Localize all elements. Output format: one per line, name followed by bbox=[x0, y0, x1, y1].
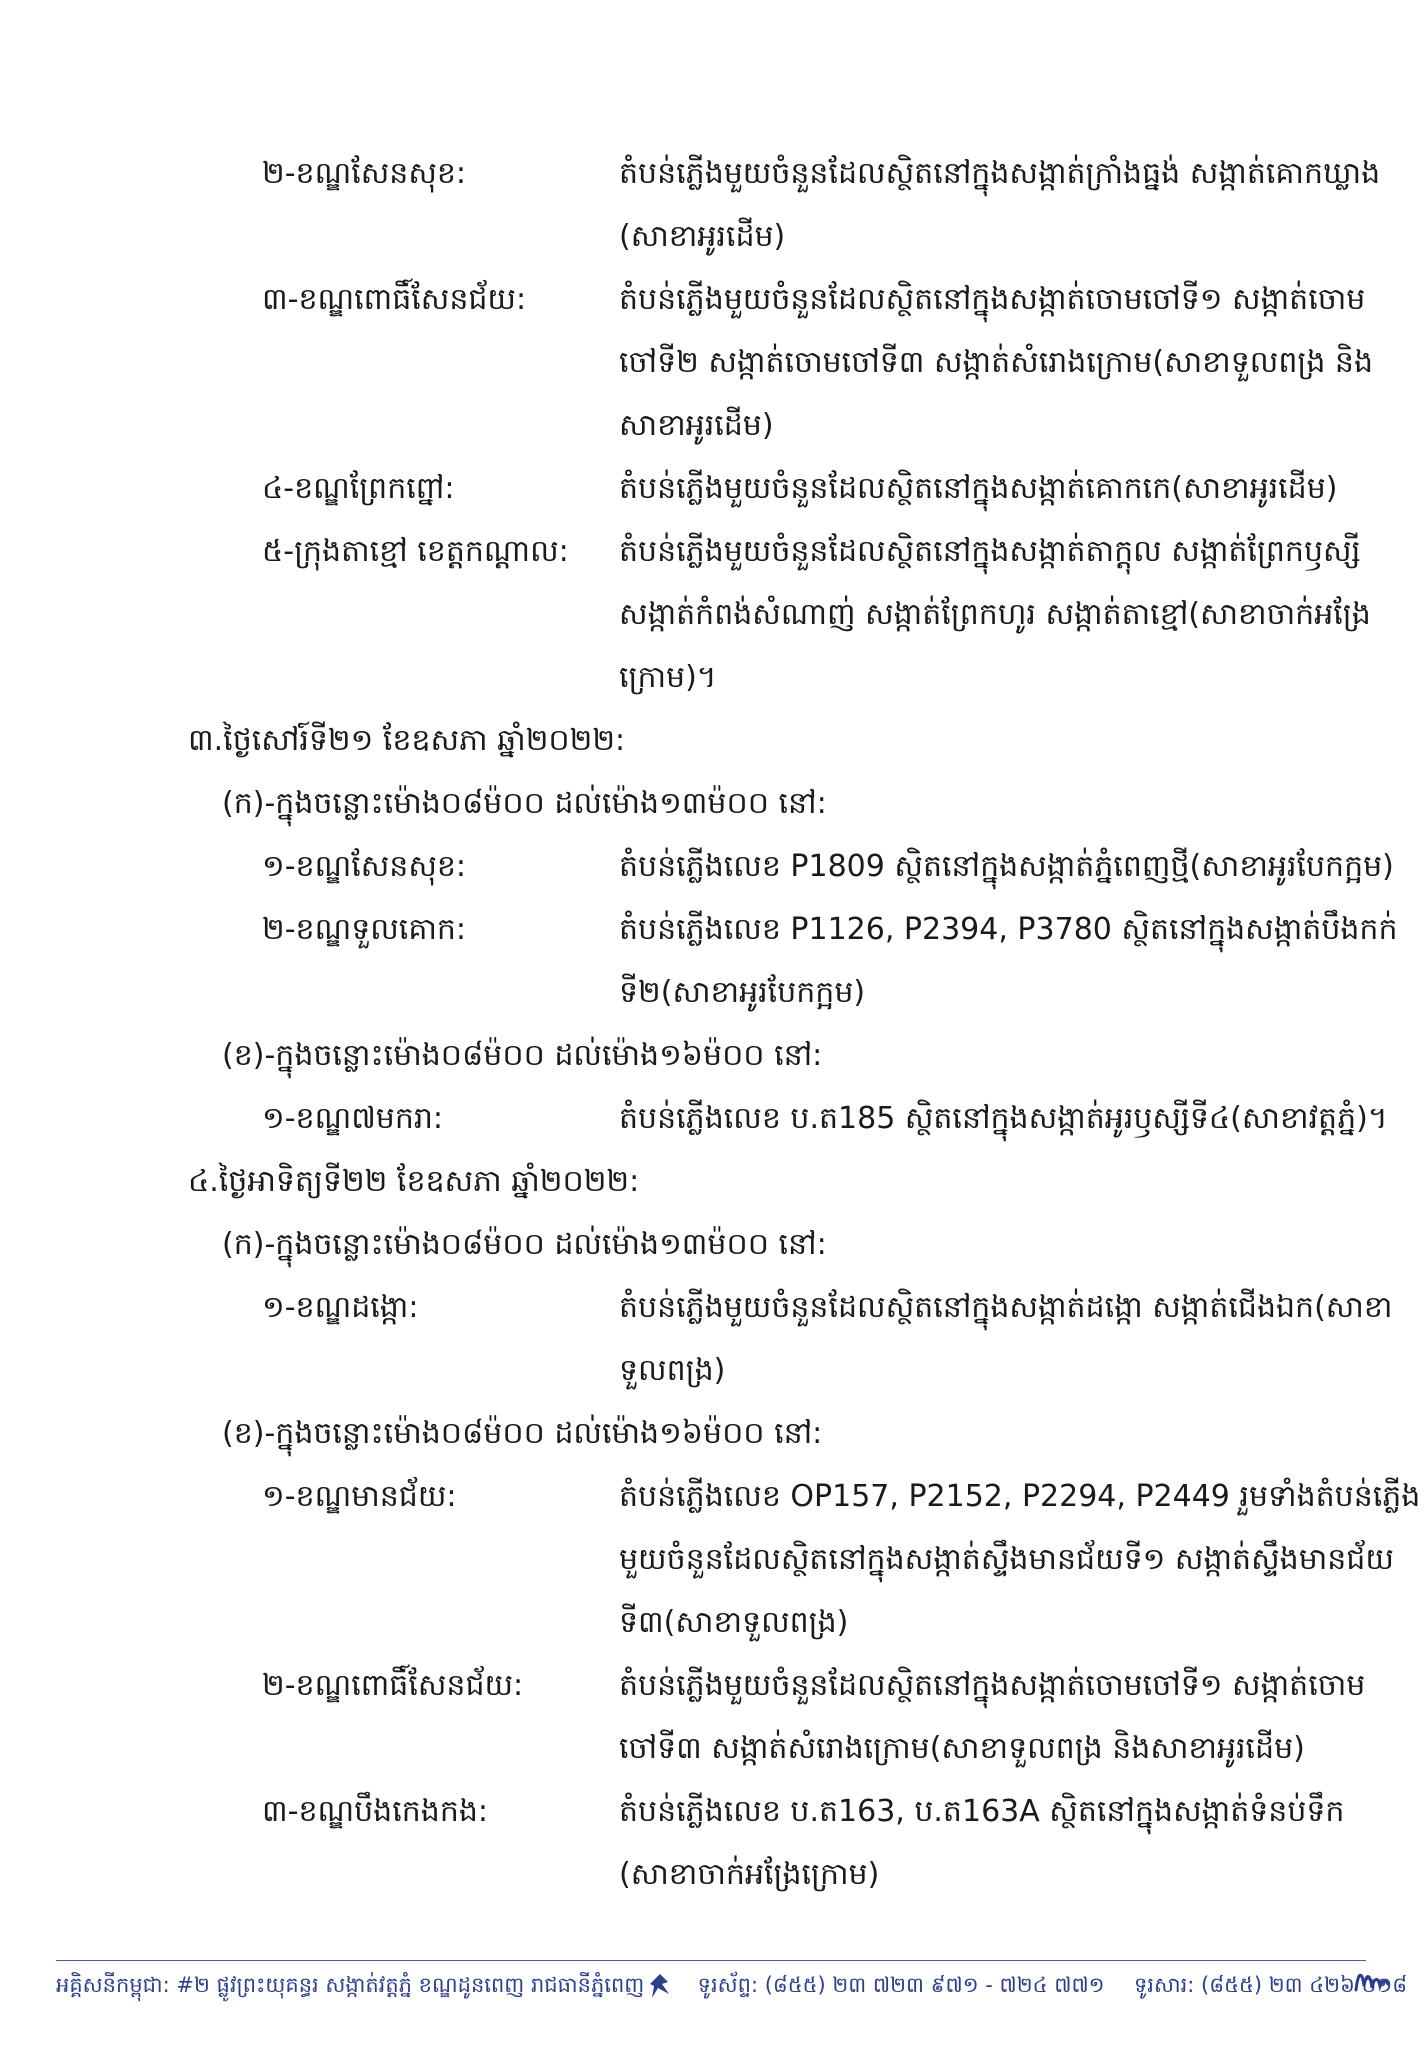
item-label: ១-ខណ្ឌ៧មករា: bbox=[262, 1101, 444, 1136]
day-heading: ៣.ថ្ងៃសៅរ៍ទី២១ ខែឧសភា ឆ្នាំ២០២២: bbox=[188, 723, 626, 758]
item-text-line: តំបន់ភ្លើងលេខ ប.ត163, ប.ត163A ស្ថិតនៅក្នុងសង្កាត់ទំនប់ទឹក bbox=[619, 1794, 1345, 1829]
item-text-line: តំបន់ភ្លើងមួយចំនួនដែលស្ថិតនៅក្នុងសង្កាត់ចោមចៅទី១ សង្កាត់ចោម bbox=[619, 1668, 1366, 1703]
item-label: ៤-ខណ្ឌព្រែកព្នៅ: bbox=[262, 471, 455, 506]
item-text-line: សង្កាត់កំពង់សំណាញ់ សង្កាត់ព្រែកហូរ សង្កាត់តាខ្មៅ(សាខាចាក់អង្រែ bbox=[619, 597, 1371, 632]
item-text-line: តំបន់ភ្លើងលេខ P1809 ស្ថិតនៅក្នុងសង្កាត់ភ្នំពេញថ្មី(សាខាអូរបែកក្អម) bbox=[619, 849, 1394, 884]
item-label: ២-ខណ្ឌពោធិ៍សែនជ័យ: bbox=[262, 1668, 524, 1703]
time-range: (ខ)-ក្នុងចន្លោះម៉ោង០៨ម៉០០ ដល់ម៉ោង១៦ម៉០០ នៅ: bbox=[222, 1038, 823, 1073]
item-text-line: ក្រោម)។ bbox=[619, 660, 717, 695]
time-range: (ក)-ក្នុងចន្លោះម៉ោង០៨ម៉០០ ដល់ម៉ោង១៣ម៉០០ នៅ: bbox=[222, 1227, 827, 1262]
item-text-line: (សាខាចាក់អង្រែក្រោម) bbox=[619, 1857, 880, 1892]
item-text-line: សាខាអូរដើម) bbox=[619, 408, 774, 443]
item-text-line: មួយចំនួនដែលស្ថិតនៅក្នុងសង្កាត់ស្ទឹងមានជ័យទី១ សង្កាត់ស្ទឹងមានជ័យ bbox=[619, 1542, 1394, 1577]
footer-fax: ទូរសារ: (៨៥៥) ២៣ ៤២៦ ០១៨ bbox=[1133, 1973, 1408, 1997]
footer-address: អគ្គិសនីកម្ពុជា: #២ ផ្លូវព្រះយុគន្ធរ សង្កាត់វត្តភ្នំ ខណ្ឌដូនពេញ រាជធានីភ្នំពេញ bbox=[56, 1973, 645, 1997]
item-label: ២-ខណ្ឌសែនសុខ: bbox=[262, 156, 467, 191]
item-text-line: ចៅទី២ សង្កាត់ចោមចៅទី៣ សង្កាត់សំរោងក្រោម(សាខាទួលពង្រ និង bbox=[619, 345, 1373, 380]
edc-logo-icon bbox=[648, 1972, 672, 2000]
item-text-line: តំបន់ភ្លើងមួយចំនួនដែលស្ថិតនៅក្នុងសង្កាត់ក្រាំងធ្នង់ សង្កាត់គោកឃ្លាង bbox=[619, 156, 1381, 191]
item-text-line: ទី៣(សាខាទួលពង្រ) bbox=[619, 1605, 849, 1640]
item-text-line: ទី២(សាខាអូរបែកក្អម) bbox=[619, 975, 866, 1010]
item-text-line: តំបន់ភ្លើងលេខ ប.ត185 ស្ថិតនៅក្នុងសង្កាត់អូរឫស្សីទី៤(សាខាវត្តភ្នំ)។ bbox=[619, 1101, 1388, 1136]
time-range: (ក)-ក្នុងចន្លោះម៉ោង០៨ម៉០០ ដល់ម៉ោង១៣ម៉០០ នៅ: bbox=[222, 786, 827, 821]
item-label: ៣-ខណ្ឌពោធិ៍សែនជ័យ: bbox=[262, 282, 527, 317]
item-label: ១-ខណ្ឌមានជ័យ: bbox=[262, 1479, 457, 1514]
item-text-line: ចៅទី៣ សង្កាត់សំរោងក្រោម(សាខាទួលពង្រ និងសាខាអូរដើម) bbox=[619, 1731, 1305, 1766]
footer bbox=[56, 1970, 1407, 2000]
item-text-line: តំបន់ភ្លើងលេខ OP157, P2152, P2294, P2449 រួមទាំងតំបន់ភ្លើង bbox=[619, 1479, 1421, 1514]
footer-phone: ទូរស័ព្ទ: (៨៥៥) ២៣ ៧២៣ ៩៧១ - ៧២៤ ៧៧១ bbox=[697, 1973, 1105, 1997]
signature-initials-icon bbox=[1352, 1962, 1392, 1998]
item-label: ១-ខណ្ឌសែនសុខ: bbox=[262, 849, 467, 884]
item-label: ១-ខណ្ឌដង្កោ: bbox=[262, 1290, 419, 1325]
item-text-line: តំបន់ភ្លើងលេខ P1126, P2394, P3780 ស្ថិតនៅក្នុងសង្កាត់បឹងកក់ bbox=[619, 912, 1398, 947]
item-text-line: ទួលពង្រ) bbox=[619, 1353, 726, 1388]
item-text-line: តំបន់ភ្លើងមួយចំនួនដែលស្ថិតនៅក្នុងសង្កាត់គោកកេ(សាខាអូរដើម) bbox=[619, 471, 1338, 506]
item-label: ៣-ខណ្ឌបឹងកេងកង: bbox=[262, 1794, 489, 1829]
item-label: ២-ខណ្ឌទួលគោក: bbox=[262, 912, 467, 947]
time-range: (ខ)-ក្នុងចន្លោះម៉ោង០៨ម៉០០ ដល់ម៉ោង១៦ម៉០០ នៅ: bbox=[222, 1416, 823, 1451]
item-text-line: តំបន់ភ្លើងមួយចំនួនដែលស្ថិតនៅក្នុងសង្កាត់តាក្ដុល សង្កាត់ព្រែកឫស្សី bbox=[619, 534, 1361, 569]
day-heading: ៤.ថ្ងៃអាទិត្យទី២២ ខែឧសភា ឆ្នាំ២០២២: bbox=[188, 1164, 640, 1199]
item-label: ៥-ក្រុងតាខ្មៅ ខេត្តកណ្ដាល: bbox=[262, 534, 569, 569]
footer-divider bbox=[56, 1960, 1366, 1961]
item-text-line: តំបន់ភ្លើងមួយចំនួនដែលស្ថិតនៅក្នុងសង្កាត់ចោមចៅទី១ សង្កាត់ចោម bbox=[619, 282, 1366, 317]
item-text-line: តំបន់ភ្លើងមួយចំនួនដែលស្ថិតនៅក្នុងសង្កាត់ដង្កោ សង្កាត់ជើងឯក(សាខា bbox=[619, 1290, 1393, 1325]
item-text-line: (សាខាអូរដើម) bbox=[619, 219, 786, 254]
